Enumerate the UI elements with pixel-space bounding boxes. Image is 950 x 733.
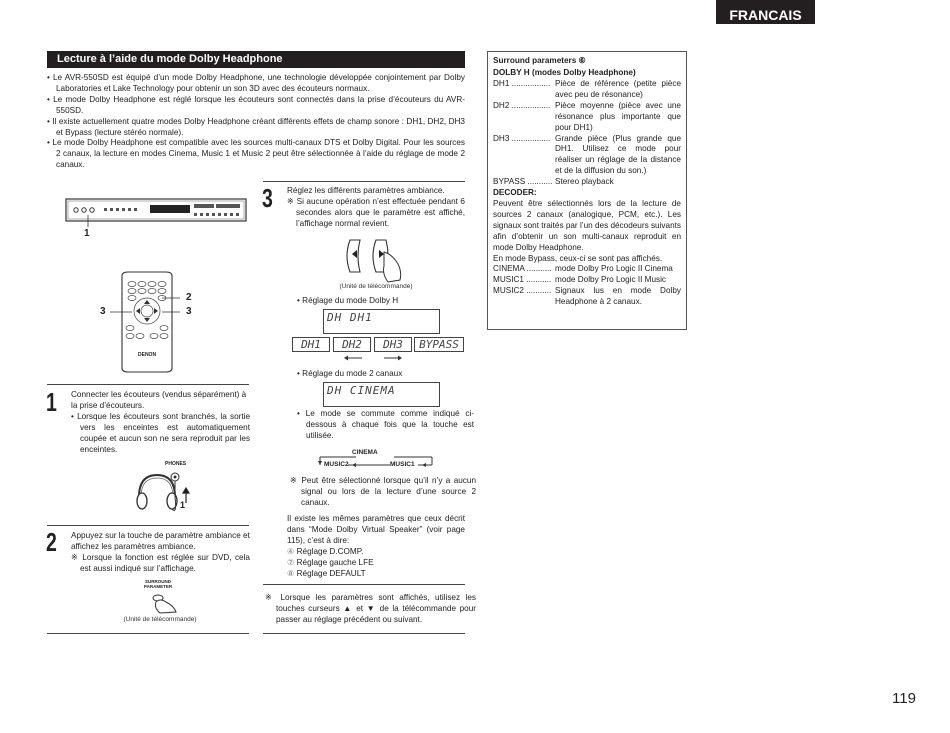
param-item-text: Réglage DEFAULT: [296, 568, 366, 578]
star-note-text: Peut être sélectionné lorsque qu’il n’y a aucun signal ou lors de la lecture d’une source 2 canaux.: [301, 476, 477, 507]
page-number: 119: [892, 690, 916, 707]
sidebar-title: Surround parameters ⑥: [493, 56, 586, 65]
dh-row-value: Stereo playback: [555, 177, 614, 187]
dh-mode-dh3: DH3: [374, 337, 412, 352]
intro-bullet: • Le AVR-550SD est équipé d’un mode Dolby Headphone, une technologie développée conjointement par Dolby Laboratories et Lake Technology pour obtenir un son 3D avec des écouteurs normaux.: [47, 73, 465, 95]
param-mark: ⑧: [287, 568, 295, 578]
step3-note: ※ Si aucune opération n’est effectuée pendant 6 secondes alors que le paramètre est affiché, l’affichage normal revient.: [287, 196, 465, 228]
cursor-note: ※ Lorsque les paramètres sont affichés, utilisez les touches curseurs ▲ et ▼ de la télécommande pour passer au réglage précédent ou suivant.: [265, 593, 476, 624]
step2-bottom-rule: [47, 633, 249, 634]
param-item: [287, 569, 465, 580]
step3-body: [287, 186, 465, 230]
decoder-row: [493, 275, 681, 286]
decoder-row-key: MUSIC1 ...........: [493, 275, 552, 285]
dh-row-key: DH3 .................: [493, 133, 551, 143]
lcd-two-ch: DH CINEMA: [323, 382, 440, 407]
bypass-text: En mode Bypass, ceux-ci se sont pas affichés.: [493, 253, 663, 263]
dh-row-value: Pièce de référence (petite pièce avec peu de résonance): [555, 79, 681, 99]
decoder-row: [493, 264, 681, 275]
dh-row: [493, 134, 681, 178]
step2-number: 2: [46, 527, 57, 557]
dh-mode-bypass: BYPASS: [414, 337, 464, 352]
dh-row-value: Grande pièce (Plus grande que DH1. Utilisez ce mode pour réaliser un réglage de la distance et de la diffusion du son.): [555, 133, 681, 176]
step1-note: • Lorsque les écouteurs sont branchés, la sortie vers les enceintes est automatiquement coupée et aucun son ne sera reproduit par les enceintes.: [71, 411, 250, 454]
language-tab: FRANCAIS: [716, 0, 815, 24]
step3-bottom-rule: [263, 633, 465, 634]
dh-row-key: DH2 .................: [493, 100, 551, 110]
cursor-note-rule: [263, 584, 465, 585]
step2-text: Appuyez sur la touche de paramètre ambiance et affichez les paramètres ambiance.: [71, 531, 250, 551]
decoder-row-key: CINEMA ...........: [493, 264, 552, 274]
dolby-h-label: • Réglage du mode Dolby H: [297, 296, 399, 305]
intro-bullet: • Il existe actuellement quatre modes Dolby Headphone créant différents effets de champ sonore : DH1, DH2, DH3 et Bypass (lecture stéréo normale).: [47, 117, 465, 139]
param-mark: ④: [287, 546, 295, 556]
step2-note: ※ Lorsque la fonction est réglée sur DVD, cela est aussi indiqué sur l’affichage.: [71, 552, 250, 573]
step1-body: [71, 390, 250, 455]
same-params-text: Il existe les mêmes paramètres que ceux décrit dans “Mode Dolby Virtual Speaker” (voir page 115), c’est à dire:: [287, 514, 465, 545]
cursor-note-text: Lorsque les paramètres sont affichés, utilisez les touches curseurs ▲ et ▼ de la télécommande pour passer au réglage précédent ou suivant.: [276, 593, 476, 624]
step3-rule: [263, 181, 465, 182]
dh-row-key: BYPASS ...........: [493, 177, 553, 187]
lcd-dolby-h: DH DH1: [323, 309, 440, 334]
step3-number: 3: [262, 183, 273, 213]
cursor-buttons-illustration: [340, 236, 414, 284]
receiver-illustration: [64, 193, 254, 243]
dh-row: [493, 79, 681, 101]
step2-note-text: Lorsque la fonction est réglée sur DVD, cela est aussi indiqué sur l’affichage.: [80, 552, 250, 573]
param-item: [287, 558, 465, 569]
step1-number: 1: [46, 387, 57, 417]
param-mark: ⑦: [287, 557, 295, 567]
step2-body: [71, 531, 250, 575]
decoder-row-value: mode Dolby Pro Logic II Cinema: [555, 264, 673, 274]
step3-text: Réglez les différents paramètres ambiance.: [287, 186, 445, 195]
dh-row-value: Pièce moyenne (pièce avec une résonance plus importante que pour DH1): [555, 100, 681, 132]
surround-parameters-box: [487, 51, 687, 330]
decoder-text: Peuvent être sélectionnés lors de la lecture de sources 2 canaux (analogique, PCM, etc.). Les signaux sont traités par l’un des décodeurs suivants afin d’obtenir un son multi-canaux reproduit en mode Dolby Headphone.: [493, 198, 681, 252]
two-ch-label: • Réglage du mode 2 canaux: [297, 369, 403, 378]
param-item: [287, 547, 465, 558]
cycle-music1: MUSIC1: [390, 461, 415, 468]
step3-note-text: Si aucune opération n’est effectuée pendant 6 secondes alors que le paramètre est affiché, l’affichage normal revient.: [296, 196, 465, 228]
same-params-block: [287, 514, 465, 579]
section-title: Lecture à l’aide du mode Dolby Headphone: [47, 51, 465, 68]
dh-row-key: DH1 .................: [493, 79, 551, 88]
step1-rule: [47, 384, 249, 385]
remote-callout-2: 2: [186, 292, 192, 303]
receiver-callout: 1: [84, 228, 90, 239]
sidebar-subtitle: DOLBY H (modes Dolby Headphone): [493, 68, 636, 77]
cycle-note: • Le mode se commute comme indiqué ci-dessous à chaque fois que la touche est utilisée.: [297, 409, 474, 440]
decoder-title: DECODER:: [493, 188, 537, 198]
phones-label: PHONES: [165, 461, 187, 467]
headphones-illustration: [131, 467, 195, 517]
decoder-row-value: mode Dolby Pro Logic II Music: [555, 275, 667, 285]
cycle-music2: MUSIC2: [324, 461, 349, 468]
param-item-text: Réglage D.COMP.: [296, 546, 364, 556]
remote-brand: DENON: [138, 352, 157, 358]
dh-row: [493, 101, 681, 134]
intro-bullets: [47, 73, 465, 171]
dh-mode-dh1: DH1: [292, 337, 330, 352]
step1-text: Connecter les écouteurs (vendus séparément) à la prise d’écouteurs.: [71, 390, 247, 410]
step2-caption: (Unité de télécommande): [123, 616, 197, 623]
phones-callout: 1: [180, 500, 186, 510]
step1-note-text: Lorsque les écouteurs sont branchés, la sortie vers les enceintes est automatiquement coupée et aucun son ne sera reproduit par les enceintes.: [77, 411, 250, 454]
star-note: ※ Peut être sélectionné lorsque qu’il n’y a aucun signal ou lors de la lecture d’une source 2 canaux.: [290, 476, 477, 507]
decoder-row: [493, 286, 681, 308]
surround-parameter-label: SURROUND PARAMETER: [143, 579, 173, 589]
decoder-row-value: Signaux lus en mode Dolby Headphone à 2 canaux.: [555, 286, 681, 307]
cycle-cinema: CINEMA: [352, 449, 378, 456]
decoder-row-key: MUSIC2 ...........: [493, 286, 552, 296]
param-item-text: Réglage gauche LFE: [296, 557, 374, 567]
dh-row: [493, 177, 681, 188]
two-ch-label-text: Réglage du mode 2 canaux: [302, 369, 403, 378]
step3-caption: (Unité de télécommande): [339, 283, 413, 290]
remote-illustration: [110, 270, 200, 375]
dh-mode-dh2: DH2: [333, 337, 371, 352]
intro-bullet: • Le mode Dolby Headphone est réglé lorsque les écouteurs sont connectés dans la prise d’écouteurs du AVR-550SD.: [47, 95, 465, 117]
dolby-h-label-text: Réglage du mode Dolby H: [302, 296, 399, 305]
mode-arrows: [340, 353, 410, 363]
remote-callout-3-right: 3: [186, 306, 192, 317]
cycle-note-text: Le mode se commute comme indiqué ci-dessous à chaque fois que la touche est utilisée.: [305, 409, 474, 440]
surround-button-press-illustration: [146, 592, 182, 614]
remote-callout-3-left: 3: [100, 306, 106, 317]
intro-bullet: • Le mode Dolby Headphone est compatible avec les sources multi-canaux DTS et Dolby Digital. Pour les sources 2 canaux, la lecture en modes Cinema, Music 1 et Music 2 peut être sélectionnée à l’aide du réglage de mode 2 canaux.: [47, 138, 465, 171]
step2-rule: [47, 525, 249, 526]
